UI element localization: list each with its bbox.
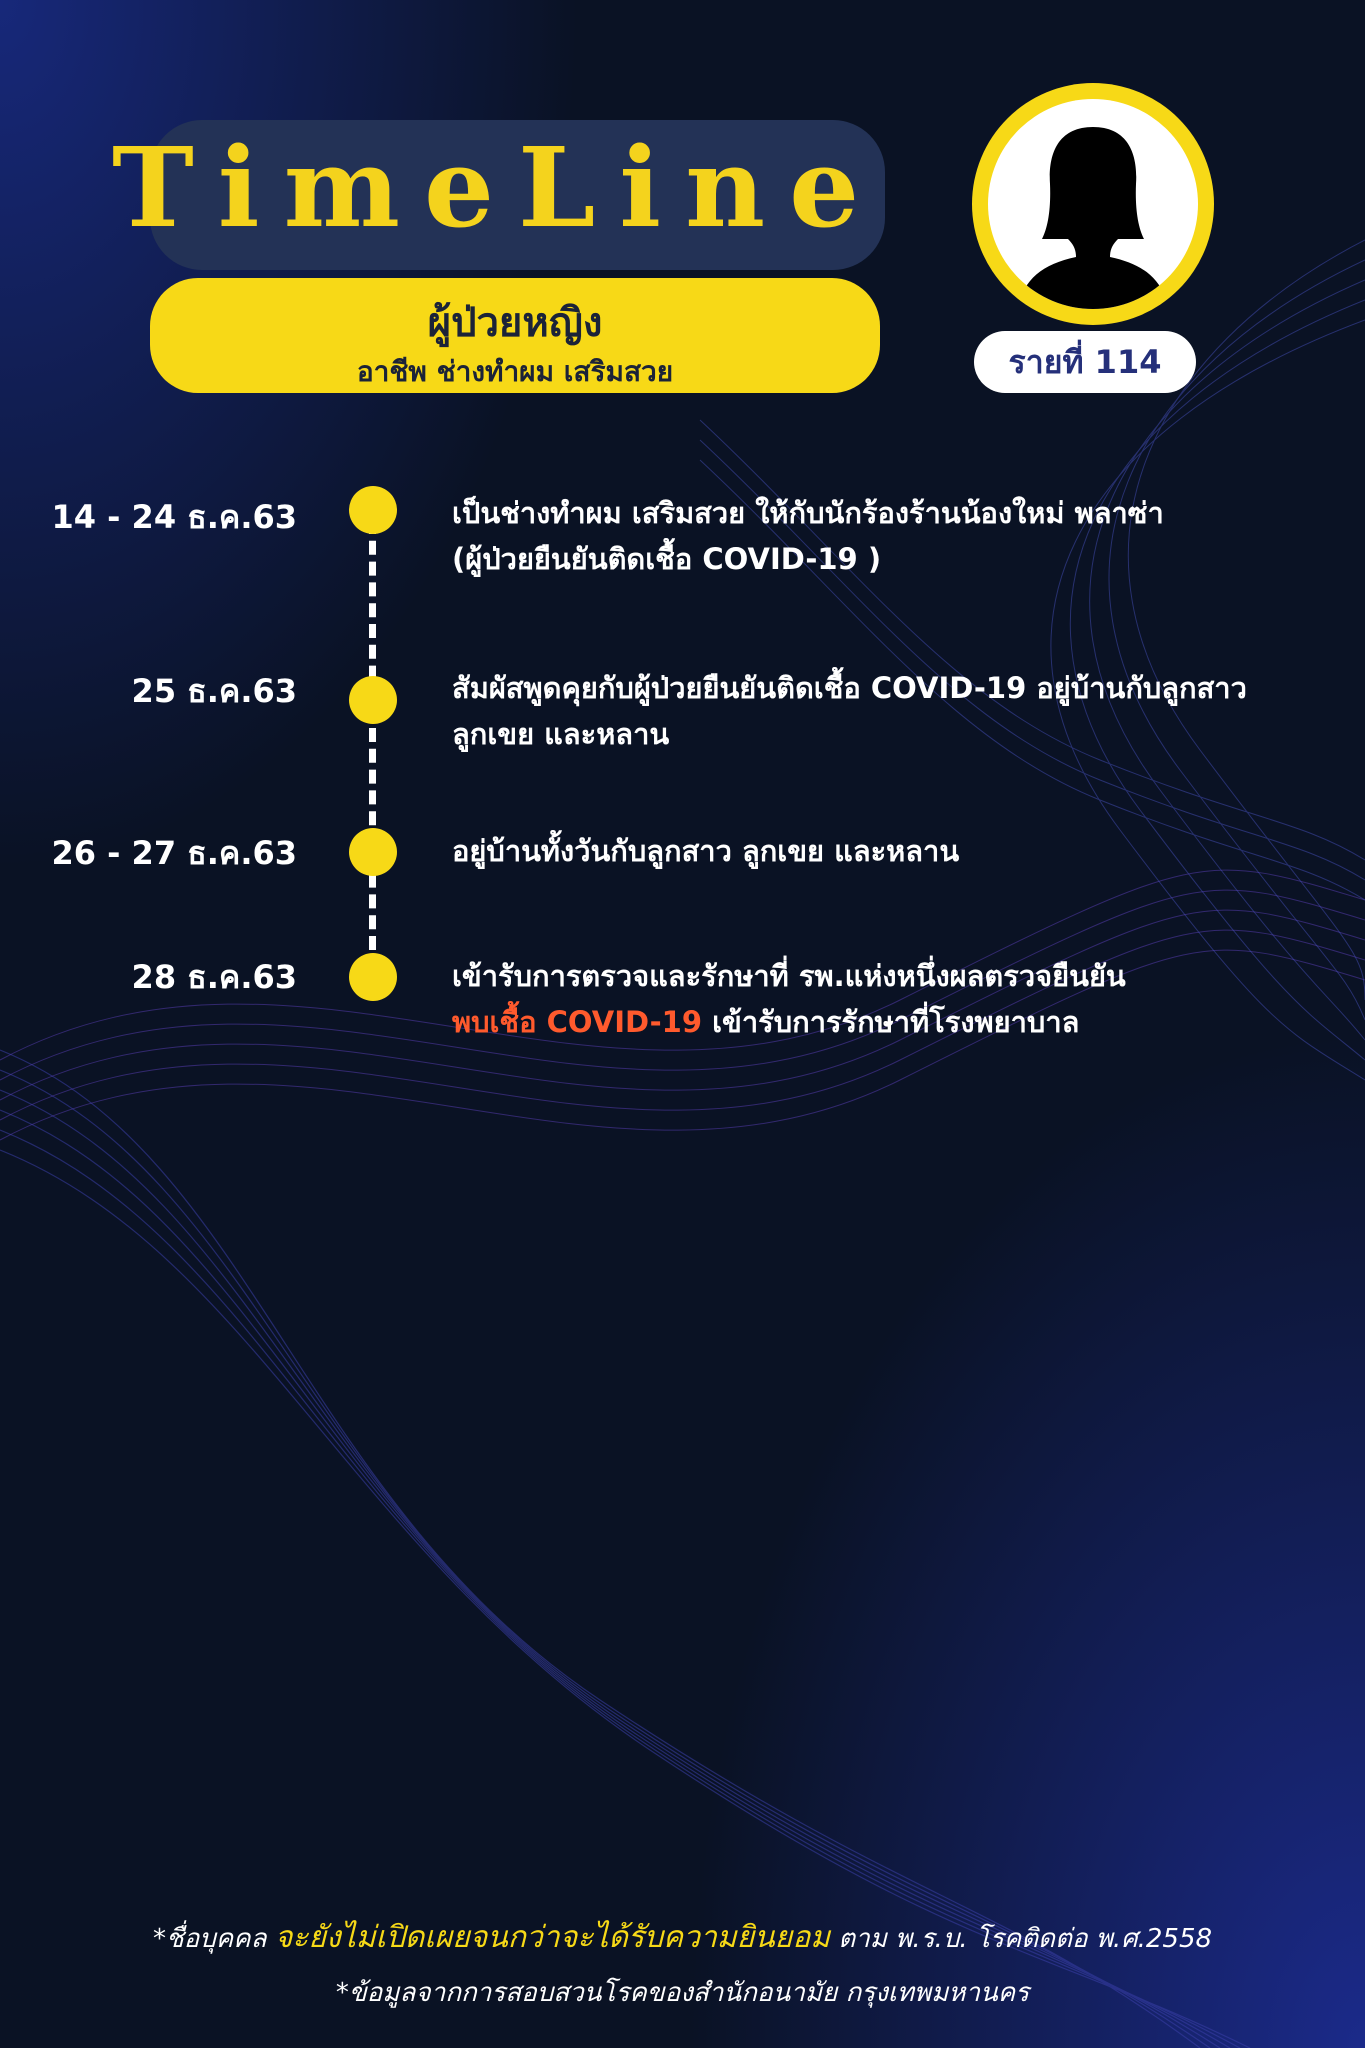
occupation-label: อาชีพ ช่างทำผม เสริมสวย xyxy=(356,355,674,388)
footer-note-source: *ข้อมูลจากการสอบสวนโรคของสำนักอนามัย กรุงเทพมหานคร xyxy=(335,1978,1030,2008)
timeline-dot xyxy=(349,953,397,1001)
timeline-dot xyxy=(349,486,397,534)
footer-note-privacy xyxy=(0,1914,1365,1961)
timeline-date: 26 - 27 ธ.ค.63 xyxy=(51,834,297,872)
event-line: เข้ารับการตรวจและรักษาที่ รพ.แห่งหนึ่งผลตรวจยืนยัน xyxy=(452,959,1126,993)
footer-note-highlight: จะยังไม่เปิดเผยจนกว่าจะได้รับความยินยอม xyxy=(274,1920,831,1955)
timeline-event xyxy=(452,953,1126,1045)
event-line: (ผู้ป่วยยืนยันติดเชื้อ COVID-19 ) xyxy=(452,542,882,576)
timeline-date: 28 ธ.ค.63 xyxy=(131,958,297,996)
event-line: เป็นช่างทำผม เสริมสวย ให้กับนักร้องร้านน้องใหม่ พลาซ่า xyxy=(452,496,1164,530)
avatar xyxy=(972,83,1214,325)
event-line: สัมผัสพูดคุยกับผู้ป่วยยืนยันติดเชื้อ COVID-19 อยู่บ้านกับลูกสาว xyxy=(452,671,1247,705)
patient-label: ผู้ป่วยหญิง xyxy=(427,300,603,346)
patient-banner xyxy=(150,278,880,393)
covid-positive-highlight: พบเชื้อ COVID-19 xyxy=(452,1005,703,1039)
footer-note-suffix: ตาม พ.ร.บ. โรคติดต่อ พ.ศ.2558 xyxy=(830,1924,1213,1954)
event-line: ลูกเขย และหลาน xyxy=(452,717,670,751)
timeline-event xyxy=(452,828,959,874)
female-silhouette-icon xyxy=(988,99,1198,309)
case-number-badge: รายที่ 114 xyxy=(974,331,1196,393)
event-line: อยู่บ้านทั้งวันกับลูกสาว ลูกเขย และหลาน xyxy=(452,834,960,868)
timeline-event xyxy=(452,665,1247,757)
timeline-date: 25 ธ.ค.63 xyxy=(131,672,297,710)
footer-note-prefix: *ชื่อบุคคล xyxy=(152,1924,275,1954)
timeline-connector xyxy=(369,520,376,950)
timeline-event xyxy=(452,490,1164,582)
title-banner xyxy=(111,120,885,270)
event-line xyxy=(452,999,1126,1045)
page-title: TimeLine xyxy=(111,122,884,252)
timeline-dot xyxy=(349,676,397,724)
event-line-rest: เข้ารับการรักษาที่โรงพยาบาล xyxy=(702,1005,1080,1039)
timeline-date: 14 - 24 ธ.ค.63 xyxy=(51,498,297,536)
timeline-dot xyxy=(349,828,397,876)
